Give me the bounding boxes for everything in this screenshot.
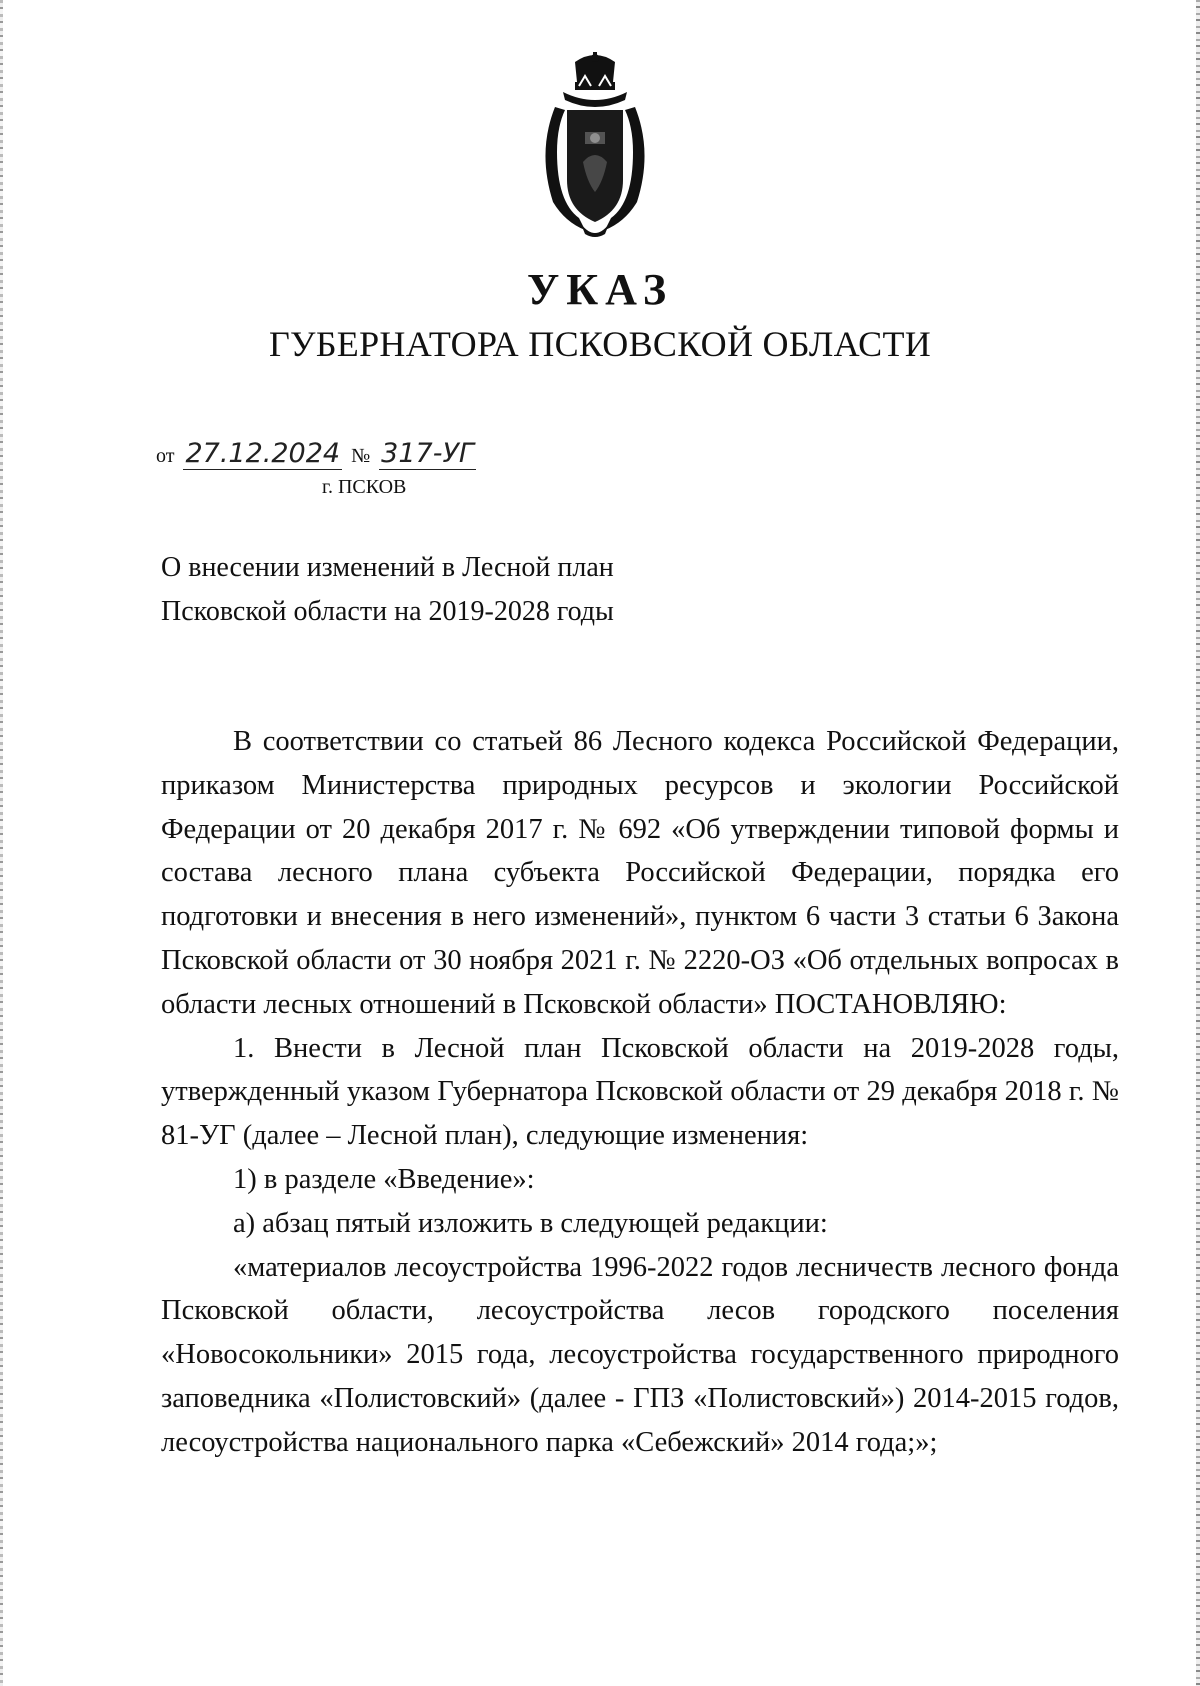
document-subject <box>161 546 614 634</box>
document-body <box>161 720 1119 1465</box>
city-label: г. ПСКОВ <box>322 476 407 498</box>
number-prefix: № <box>351 445 371 467</box>
scan-edge-right <box>1196 0 1200 1686</box>
subitem-1-paragraph: 1) в разделе «Введение»: <box>233 1163 535 1195</box>
item-1-paragraph: 1. Внести в Лесной план Псковской области на 2019-2028 годы, утвержденный указом Губернатора Псковской области от 29 декабря 2018 г. № 81-УГ (далее – Лесной план), следующие изменения: <box>161 1032 1119 1152</box>
handwritten-date: 27.12.2024 <box>185 438 341 469</box>
scan-edge-left <box>0 0 3 1686</box>
preamble-paragraph: В соответствии со статьей 86 Лесного кодекса Российской Федерации, приказом Министерства природных ресурсов и экологии Российской Федерации от 20 декабря 2017 г. № 692 «Об утверждении типовой формы и состава лесного плана субъекта Российской Федерации, порядка его подготовки и внесения в него изменений», пунктом 6 части 3 статьи 6 Закона Псковской области от 30 ноября 2021 г. № 2220-ОЗ «Об отдельных вопросах в области лесных отношений в Псковской области» ПОСТАНОВЛЯЮ: <box>161 726 1119 1020</box>
subject-line-1: О внесении изменений в Лесной план <box>161 552 614 583</box>
document-title: УКАЗ <box>526 265 674 314</box>
date-number-line <box>156 436 480 476</box>
subitem-a-paragraph: а) абзац пятый изложить в следующей редакции: <box>233 1207 828 1239</box>
subject-line-2: Псковской области на 2019-2028 годы <box>161 596 614 627</box>
coat-of-arms-emblem <box>535 52 655 242</box>
document-subtitle: ГУБЕРНАТОРА ПСКОВСКОЙ ОБЛАСТИ <box>268 324 932 364</box>
date-prefix: от <box>156 445 175 467</box>
quoted-paragraph: «материалов лесоустройства 1996-2022 годов лесничеств лесного фонда Псковской области, лесоустройства лесов городского поселения «Новосокольники» 2015 года, лесоустройства государственного природного заповедника «Полистовский» (далее - ГПЗ «Полистовский») 2014-2015 годов, лесоустройства национального парка «Себежский» 2014 года;»; <box>161 1251 1119 1458</box>
handwritten-number: 317-УГ <box>381 438 474 469</box>
